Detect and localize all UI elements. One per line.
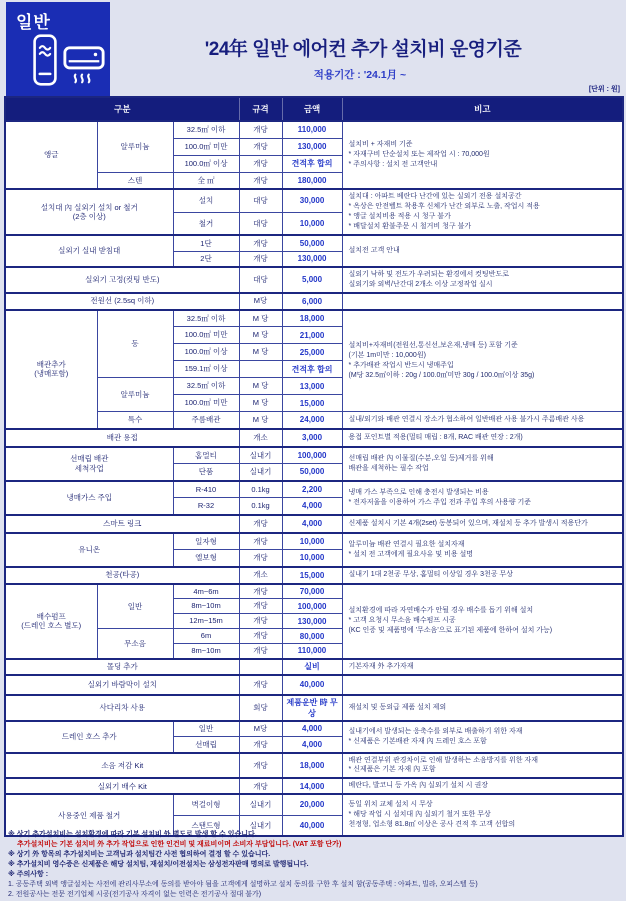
amount-cell: 6,000 — [282, 293, 342, 310]
note-cell: 신제품 설치시 기본 4개(2set) 동봉되어 있으며, 재설치 등 추가 발생시 적용단가 — [342, 515, 623, 533]
table-row — [5, 533, 623, 550]
table-row — [5, 267, 623, 293]
fee-group — [5, 675, 623, 695]
amount-cell: 14,000 — [282, 778, 342, 794]
amount-cell: 130,000 — [282, 251, 342, 267]
amount-cell: 110,000 — [282, 121, 342, 138]
category-cell: 100.0㎡ 미만 — [173, 138, 239, 155]
unit-label: [단위 : 원] — [588, 86, 620, 93]
table-row — [5, 429, 623, 447]
note-cell: 알루미늄 배관 연결시 필요한 설치자재 * 설치 전 고객에게 필요사유 및 비용 설명 — [342, 533, 623, 567]
fee-group — [5, 533, 623, 567]
spec-cell: 개당 — [239, 675, 282, 695]
category-cell: 벽걸이형 — [173, 794, 239, 815]
table-row — [5, 659, 623, 675]
note-cell: 실내기에서 발생되는 응축수를 외부로 배출하기 위한 자재 * 신제품은 기본배관 자재 內 드레인 호스 포함 — [342, 721, 623, 753]
category-cell: 일자형 — [173, 533, 239, 550]
fee-group — [5, 753, 623, 779]
note-cell: 실내/외기와 배관 연결시 장소가 협소하여 일반배관 사용 불가시 주름배관 사용 — [342, 412, 623, 429]
amount-cell: 40,000 — [282, 815, 342, 836]
col-category: 구분 — [5, 97, 239, 121]
category-cell: 100.0㎡ 이상 — [173, 344, 239, 361]
note-cell: 설치환경에 따라 자연배수가 안될 경우 배수를 돕기 위해 설치 * 고객 요청시 무소음 배수펌프 시공 (KC 인증 및 제품명에 '무소음'으로 표기된 제품에 한하여 설치 가능) — [342, 584, 623, 659]
spec-cell: 개당 — [239, 614, 282, 629]
spec-cell: M 당 — [239, 310, 282, 327]
spec-cell: 개당 — [239, 251, 282, 267]
amount-cell: 4,000 — [282, 515, 342, 533]
category-cell: 6m — [173, 629, 239, 644]
note-cell: 동일 위치 교체 설치 시 무상 * 해당 작업 시 설치대 內 실외기 철거 또한 무상 천정형, 업소형 81.8㎡ 이상은 공사 견적 후 고객 선합의 — [342, 794, 623, 836]
spec-cell: 개당 — [239, 778, 282, 794]
spec-cell: 실내기 — [239, 815, 282, 836]
category-cell: 알루미늄 — [97, 121, 173, 172]
amount-cell: 2,200 — [282, 481, 342, 498]
table-row — [5, 189, 623, 212]
category-cell: 100.0㎡ 미만 — [173, 395, 239, 412]
spec-cell: 개당 — [239, 644, 282, 659]
category-cell: 2단 — [173, 251, 239, 267]
fee-group — [5, 267, 623, 293]
note-cell: 냉매 가스 부족으로 인해 충전시 발생되는 비용 * 전자저울을 이용하여 가스 주입 전과 주입 후의 사용량 기준 — [342, 481, 623, 515]
fee-group — [5, 778, 623, 794]
note-cell: 배관 연결부위 관경차이로 인해 발생하는 소음방지를 위한 자재 * 신제품은 기본 자재 內 포함 — [342, 753, 623, 779]
amount-cell: 110,000 — [282, 644, 342, 659]
spec-cell: M당 — [239, 293, 282, 310]
amount-cell: 15,000 — [282, 567, 342, 584]
spec-cell: 실내기 — [239, 447, 282, 464]
spec-cell: 개소 — [239, 429, 282, 447]
note-cell: 용접 포인트별 적용(멀티 매립 : 8개, RAC 배관 연장 : 2개) — [342, 429, 623, 447]
amount-cell: 40,000 — [282, 675, 342, 695]
amount-cell: 18,000 — [282, 310, 342, 327]
note-cell: 재설치 및 동외급 제품 설치 제외 — [342, 695, 623, 721]
page-title: '24年 일반 에어컨 추가 설치비 운영기준 — [204, 39, 522, 60]
amount-cell: 4,000 — [282, 498, 342, 515]
spec-cell: 개당 — [239, 629, 282, 644]
amount-cell: 180,000 — [282, 172, 342, 189]
footer-note: 1. 공동주택 외벽 앵글설치는 사전에 관리사무소에 동의를 받아야 됨을 고객에게 설명하고 설치 동의를 구한 후 설치 함(공동주택 : 아파트, 빌라, 오피스텔 등) — [8, 881, 478, 888]
col-spec: 규격 — [239, 97, 282, 121]
amount-cell: 25,000 — [282, 344, 342, 361]
badge-label: 일반 — [16, 13, 51, 32]
amount-cell: 130,000 — [282, 138, 342, 155]
category-cell: 스텐 — [97, 172, 173, 189]
category-cell: 선매립 — [173, 737, 239, 753]
category-cell: 드레인 호스 추가 — [5, 721, 173, 753]
fee-group — [5, 721, 623, 753]
category-cell: 스마트 링크 — [5, 515, 239, 533]
table-row — [5, 675, 623, 695]
spec-cell: 개당 — [239, 515, 282, 533]
wall-ac-icon — [62, 44, 106, 93]
footer-note: ※ 상기 추가설치비는 설치환경에 따라 기본 설치비 外 별도로 발생 할 수 있습니다. — [8, 831, 257, 838]
category-cell: 100.0㎡ 미만 — [173, 327, 239, 344]
amount-cell: 10,000 — [282, 212, 342, 235]
table-row — [5, 481, 623, 498]
category-cell: 엘보형 — [173, 550, 239, 567]
spec-cell — [239, 361, 282, 378]
spec-cell: 개당 — [239, 753, 282, 779]
spec-cell: 0.1kg — [239, 498, 282, 515]
amount-cell: 24,000 — [282, 412, 342, 429]
stand-ac-icon — [32, 34, 58, 91]
footer-note: ※ 추가설치비 영수증은 신제품은 해당 설치팀, 재설치/이전설치는 삼성전자판매 명의로 발행됩니다. — [8, 861, 309, 868]
note-cell — [342, 293, 623, 310]
table-row — [5, 753, 623, 779]
application-period: 적용기간 : '24.1月 ~ — [313, 69, 407, 81]
table-row — [5, 121, 623, 138]
amount-cell: 15,000 — [282, 395, 342, 412]
table-row — [5, 310, 623, 327]
spec-cell: M 당 — [239, 344, 282, 361]
spec-cell: 개당 — [239, 599, 282, 614]
spec-cell: 개당 — [239, 121, 282, 138]
table-row — [5, 721, 623, 737]
amount-cell: 견적후 합의 — [282, 361, 342, 378]
amount-cell: 130,000 — [282, 614, 342, 629]
category-cell: 32.5㎡ 이하 — [173, 121, 239, 138]
category-cell: 8m~10m — [173, 644, 239, 659]
amount-cell: 10,000 — [282, 533, 342, 550]
category-cell: 100.0㎡ 이상 — [173, 155, 239, 172]
fee-group — [5, 429, 623, 447]
category-cell: 설치 — [173, 189, 239, 212]
amount-cell: 견적후 합의 — [282, 155, 342, 172]
footer-note: 추가설치비는 기본 설치비 外 추가 작업으로 인한 인건비 및 재료비이며 소비자 부담입니다. (VAT 포함 단가) — [17, 841, 342, 848]
spec-cell: M 당 — [239, 378, 282, 395]
col-note: 비고 — [342, 97, 623, 121]
table-row — [5, 584, 623, 599]
category-cell: 사용중인 제품 철거 — [5, 794, 173, 836]
fee-group — [5, 659, 623, 675]
category-cell: 1단 — [173, 235, 239, 251]
fee-group — [5, 189, 623, 235]
table-row — [5, 778, 623, 794]
category-cell: 12m~15m — [173, 614, 239, 629]
category-cell: 앵글 — [5, 121, 97, 189]
spec-cell: M 당 — [239, 395, 282, 412]
spec-cell: 개당 — [239, 737, 282, 753]
category-cell: 소음 저감 Kit — [5, 753, 239, 779]
category-cell: 배관추가 (냉매포함) — [5, 310, 97, 429]
category-cell: 단품 — [173, 464, 239, 481]
spec-cell: 개당 — [239, 172, 282, 189]
table-row — [5, 293, 623, 310]
amount-cell: 80,000 — [282, 629, 342, 644]
amount-cell: 5,000 — [282, 267, 342, 293]
category-cell: 철거 — [173, 212, 239, 235]
table-row — [5, 515, 623, 533]
table-row — [5, 412, 623, 429]
category-cell: 실외기 배수 Kit — [5, 778, 239, 794]
category-cell: 실외기 실내 받침대 — [5, 235, 173, 267]
amount-cell: 100,000 — [282, 447, 342, 464]
category-cell: 냉매가스 주입 — [5, 481, 173, 515]
spec-cell: 개당 — [239, 138, 282, 155]
fee-group — [5, 235, 623, 267]
note-cell: 설치전 고객 안내 — [342, 235, 623, 267]
category-cell: 천공(타공) — [5, 567, 239, 584]
category-cell: 32.5㎡ 이하 — [173, 310, 239, 327]
fee-group — [5, 447, 623, 481]
spec-cell: M당 — [239, 721, 282, 737]
category-cell: 8m~10m — [173, 599, 239, 614]
fee-group — [5, 481, 623, 515]
fee-group — [5, 695, 623, 721]
spec-cell: M 당 — [239, 412, 282, 429]
table-row — [5, 794, 623, 815]
category-cell: 설치대 內 실외기 설치 or 철거 (2층 이상) — [5, 189, 173, 235]
note-cell: 설치비+자재비(전원선,통신선,보온재,냉매 등) 포함 기준 (기본 1m미만 : 10,000원) * 추가배관 작업시 반드시 냉매주입 (M당 32.5㎡이하 : 20g / 100.0㎡미만 30g / 100.0㎡이상 35g) — [342, 310, 623, 412]
category-cell: 일반 — [173, 721, 239, 737]
category-cell: 全 ㎡ — [173, 172, 239, 189]
spec-cell: 개당 — [239, 533, 282, 550]
category-cell: 주름배관 — [173, 412, 239, 429]
spec-cell: 대당 — [239, 267, 282, 293]
note-cell: 실외기 낙하 및 전도가 우려되는 환경에서 컷팅반도로 실외기와 외벽/난간대 2개소 이상 고정작업 실시 — [342, 267, 623, 293]
fee-group — [5, 310, 623, 429]
category-cell: 특수 — [97, 412, 173, 429]
amount-cell: 4,000 — [282, 737, 342, 753]
table-row — [5, 447, 623, 464]
spec-cell: 개소 — [239, 567, 282, 584]
amount-cell: 10,000 — [282, 550, 342, 567]
fee-group — [5, 567, 623, 584]
amount-cell: 18,000 — [282, 753, 342, 779]
category-cell: 4m~6m — [173, 584, 239, 599]
category-cell: 실외기 고정(컷팅 반도) — [5, 267, 239, 293]
category-cell: 일반 — [97, 584, 173, 629]
fee-table — [4, 96, 624, 837]
category-cell: 배관 용접 — [5, 429, 239, 447]
category-cell: 알루미늄 — [97, 378, 173, 412]
footer-note: ※ 상기 外 항목의 추가설치비는 고객님과 설치팀간 사전 협의하여 결정 할 수 있습니다. — [8, 851, 271, 858]
fee-group — [5, 121, 623, 189]
fee-group — [5, 293, 623, 310]
category-cell: 홈멀티 — [173, 447, 239, 464]
spec-cell: 실내기 — [239, 794, 282, 815]
spec-cell: 대당 — [239, 212, 282, 235]
amount-cell: 4,000 — [282, 721, 342, 737]
amount-cell: 70,000 — [282, 584, 342, 599]
note-cell: 베란다, 발코니 등 가옥 內 실외기 설치 시 권장 — [342, 778, 623, 794]
spec-cell — [239, 659, 282, 675]
category-cell: R-410 — [173, 481, 239, 498]
amount-cell: 50,000 — [282, 235, 342, 251]
amount-cell: 100,000 — [282, 599, 342, 614]
category-cell: 무소음 — [97, 629, 173, 659]
table-header — [5, 97, 623, 121]
footer-note: ※ 주의사항 : — [8, 871, 49, 878]
spec-cell: 개당 — [239, 155, 282, 172]
spec-cell: 대당 — [239, 189, 282, 212]
category-cell: 스탠드형 — [173, 815, 239, 836]
category-cell: 배수펌프 (드레인 호스 별도) — [5, 584, 97, 659]
note-cell: 설치대 : 아파트 베란다 난간에 있는 실외기 전용 설치공간 * 옥상은 안전벨트 착용후 신체가 난간 외부로 노출, 작업시 적용 * 앵글 설치비용 적용 시 청구 불가 * 배달설치 환불주문 시 철거비 청구 불가 — [342, 189, 623, 235]
note-cell: 설치비 + 자재비 기준 * 자재구비 단순설치 또는 제작업 시 : 70,000원 * 주의사항 : 설치 전 고객안내 — [342, 121, 623, 189]
category-cell: R-32 — [173, 498, 239, 515]
category-cell: 32.5㎡ 이하 — [173, 378, 239, 395]
col-amount: 금액 — [282, 97, 342, 121]
category-cell: 선매립 배관 세척작업 — [5, 447, 173, 481]
spec-cell: 실내기 — [239, 464, 282, 481]
category-cell: 실외기 바람막이 설치 — [5, 675, 239, 695]
spec-cell: 개당 — [239, 550, 282, 567]
category-cell: 동 — [97, 310, 173, 378]
amount-cell: 13,000 — [282, 378, 342, 395]
amount-cell: 21,000 — [282, 327, 342, 344]
amount-cell: 20,000 — [282, 794, 342, 815]
spec-cell: 개당 — [239, 235, 282, 251]
amount-cell: 실비 — [282, 659, 342, 675]
amount-cell: 30,000 — [282, 189, 342, 212]
category-cell: 159.1㎡ 이상 — [173, 361, 239, 378]
note-cell: 실내기 1대 2천공 무상, 홈멀티 이상일 경우 3천공 무상 — [342, 567, 623, 584]
amount-cell: 3,000 — [282, 429, 342, 447]
amount-cell: 50,000 — [282, 464, 342, 481]
spec-cell: 0.1kg — [239, 481, 282, 498]
table-row — [5, 235, 623, 251]
category-cell: 전원선 (2.5sq 이하) — [5, 293, 239, 310]
category-cell: 유니온 — [5, 533, 173, 567]
fee-group — [5, 515, 623, 533]
spec-cell: 개당 — [239, 584, 282, 599]
footer-notes — [8, 830, 620, 900]
category-cell: 사다리차 사용 — [5, 695, 239, 721]
category-cell: 몰딩 추가 — [5, 659, 239, 675]
note-cell: 선매립 배관 內 이물질(수분,오일 등)제거를 위해 배관을 세척하는 필수 작업 — [342, 447, 623, 481]
fee-group — [5, 584, 623, 659]
spec-cell: 회당 — [239, 695, 282, 721]
amount-cell: 제품운반 時 무상 — [282, 695, 342, 721]
table-row — [5, 567, 623, 584]
note-cell: 기본자재 外 추가자재 — [342, 659, 623, 675]
footer-note: 2. 전원공사는 전문 전기업체 시공(전기공사 자격이 없는 인력은 전기공사 절대 불가) — [8, 891, 262, 898]
spec-cell: M 당 — [239, 327, 282, 344]
note-cell — [342, 675, 623, 695]
table-row — [5, 695, 623, 721]
category-badge — [6, 2, 110, 96]
